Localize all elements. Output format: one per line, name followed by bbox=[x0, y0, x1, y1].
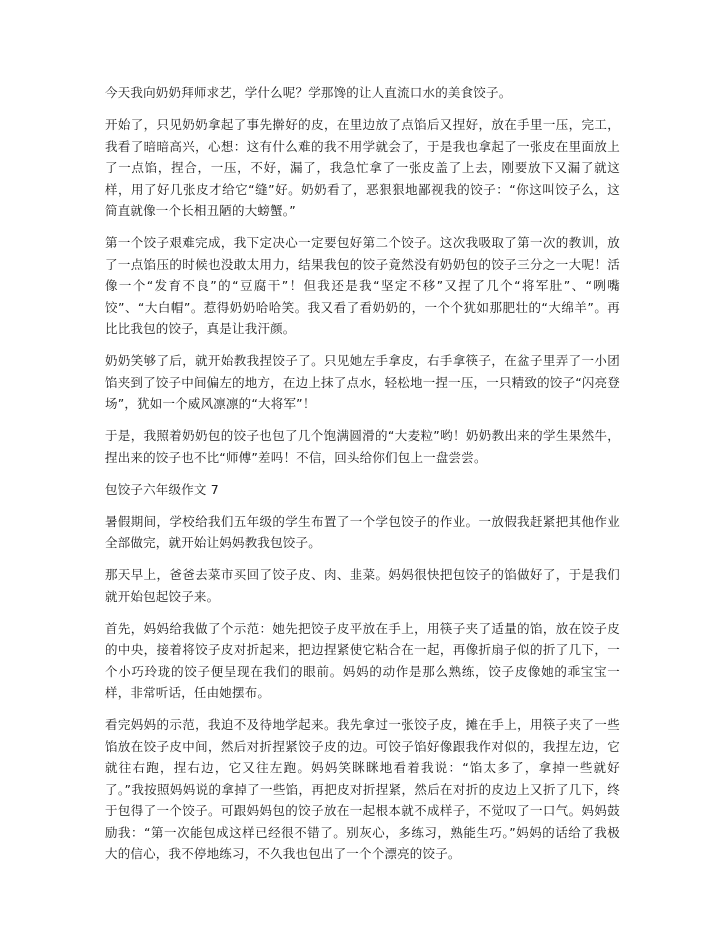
paragraph-second-attempt: 第一个饺子艰难完成，我下定决心一定要包好第二个饺子。这次我吸取了第一次的教训，放了一点馅压的时候也没敢太用力，结果我包的饺子竟然没有奶奶包的饺子三分之一大呢！活像一个“发育不良”的“豆腐干”！但我还是我“坚定不移”又捏了几个“将军肚”、“咧嘴饺”、“大白帽”。惹得奶奶哈哈笑。我又看了看奶奶的，一个个犹如那肥壮的“大绵羊”。再比比我包的饺子，真是让我汗颜。 bbox=[105, 235, 620, 336]
paragraph-intro: 今天我向奶奶拜师求艺，学什么呢？学那馋的让人直流口水的美食饺子。 bbox=[105, 85, 512, 100]
paragraph-conclusion: 于是，我照着奶奶包的饺子也包了几个饱满圆滑的“大麦粒”哟！奶奶教出来的学生果然牛，捏出来的饺子也不比“师傅”差吗！不信，回头给你们包上一盘尝尝。 bbox=[105, 428, 620, 465]
paragraph-first-attempt: 开始了，只见奶奶拿起了事先擀好的皮，在里边放了点馅后又捏好，放在手里一压，完工，我看了暗暗高兴，心想：这有什么难的我不用学就会了，于是我也拿起了一张皮在里面放上了一点馅，捏合，一压，不好，漏了，我急忙拿了一张皮盖了上去，刚要放下又漏了就这样，用了好几张皮才给它“缝”好。奶奶看了，恶狠狠地鄙视我的饺子：“你这叫饺子么，这简直就像一个长相丑陋的大螃蟹。” bbox=[105, 117, 620, 218]
essay-heading: 包饺子六年级作文 7 bbox=[105, 481, 219, 497]
paragraph-summer-homework: 暑假期间，学校给我们五年级的学生布置了一个学包饺子的作业。一放假我赶紧把其他作业全部做完，就开始让妈妈教我包饺子。 bbox=[105, 513, 620, 550]
paragraph-mom-demo: 首先，妈妈给我做了个示范：她先把饺子皮平放在手上，用筷子夹了适量的馅，放在饺子皮的中央，接着将饺子皮对折起来，把边捏紧使它粘合在一起，再像折扇子似的折了几下，一个小巧玲珑的饺子便呈现在我们的眼前。妈妈的动作是那么熟练，饺子皮像她的乖宝宝一样，非常听话，任由她摆布。 bbox=[105, 620, 620, 700]
paragraph-grandma-teaches: 奶奶笑够了后，就开始教我捏饺子了。只见她左手拿皮，右手拿筷子，在盆子里弄了一小团馅夹到了饺子中间偏左的地方，在边上抹了点水，轻松地一捏一压，一只精致的饺子“闪亮登场”，犹如一个威风凛凛的“大将军”！ bbox=[105, 353, 620, 411]
document-body bbox=[105, 82, 620, 875]
paragraph-ingredients: 那天早上，爸爸去菜市买回了饺子皮、肉、韭菜。妈妈很快把包饺子的馅做好了，于是我们就开始包起饺子来。 bbox=[105, 567, 620, 604]
paragraph-my-practice: 看完妈妈的示范，我迫不及待地学起来。我先拿过一张饺子皮，摊在手上，用筷子夹了一些馅放在饺子皮中间，然后对折捏紧饺子皮的边。可饺子馅好像跟我作对似的，我捏左边，它就往右跑，捏右边，它又往左跑。妈妈笑眯眯地看着我说：“馅太多了，拿掉一些就好了。”我按照妈妈说的拿掉了一些馅，再把皮对折捏紧，然后在对折的皮边上又折了几下，终于包得了一个饺子。可跟妈妈包的饺子放在一起根本就不成样子，不觉叹了一口气。妈妈鼓励我：“第一次能包成这样已经很不错了。别灰心，多练习，熟能生巧。”妈妈的话给了我极大的信心，我不停地练习，不久我也包出了一个个漂亮的饺子。 bbox=[105, 717, 620, 861]
